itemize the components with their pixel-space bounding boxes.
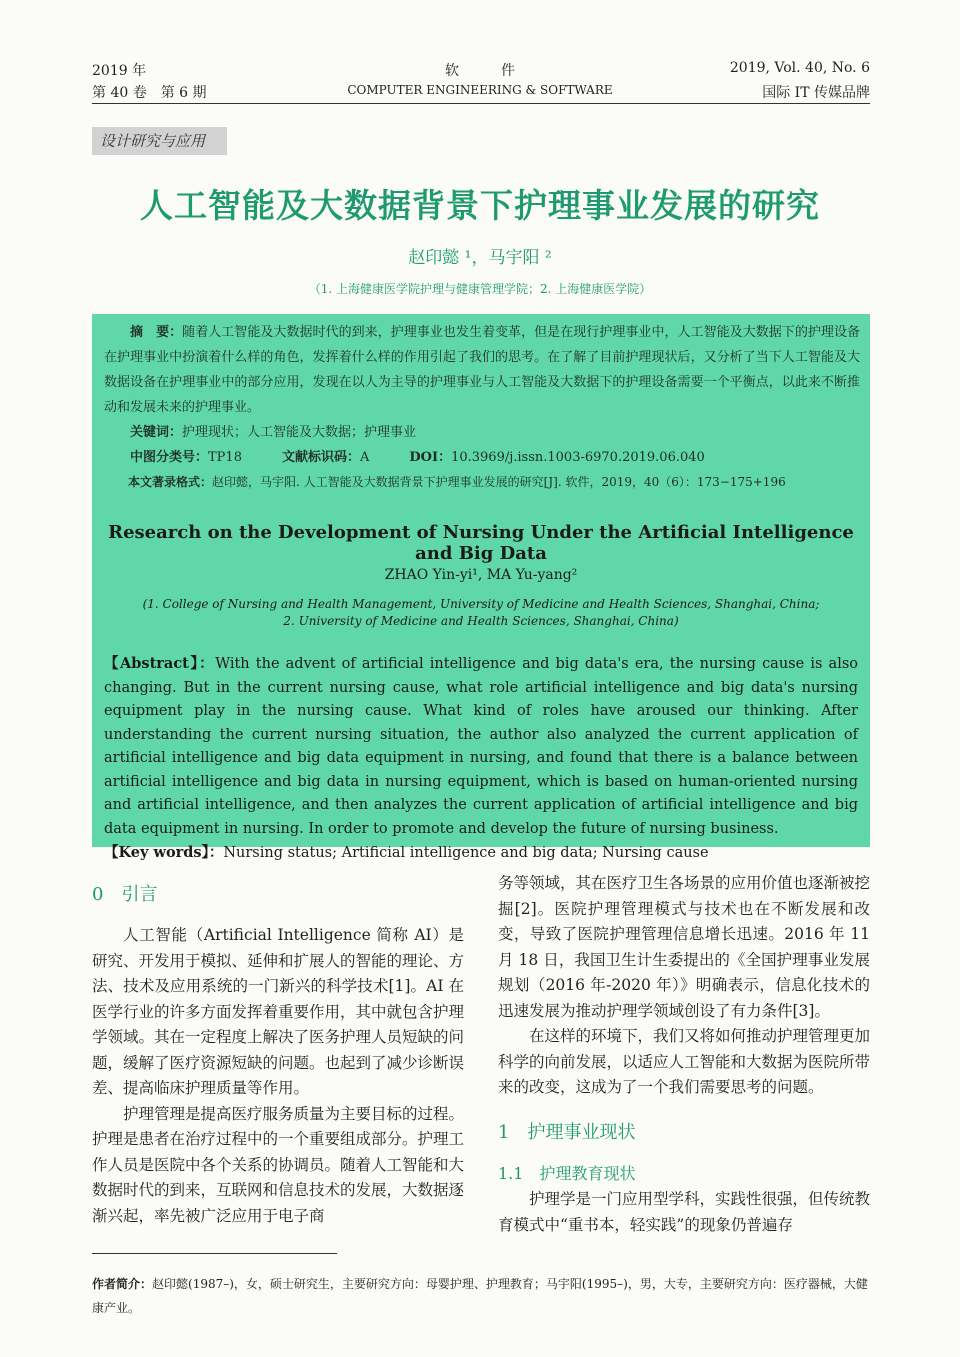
- abstract-cn-label: 摘 要：: [130, 325, 183, 340]
- english-affiliation-2: 2. University of Medicine and Health Sciences, Shanghai, China): [283, 614, 679, 628]
- citation-text: 赵印懿，马宇阳. 人工智能及大数据背景下护理事业发展的研究[J]. 软件，2019，40（6）：173−175+196: [212, 475, 786, 489]
- keywords-cn-label: 关键词：: [130, 425, 183, 440]
- affiliation-cn: （1. 上海健康医学院护理与健康管理学院；2. 上海健康医学院）: [308, 282, 652, 296]
- body-right-column: [498, 871, 870, 1101]
- citation-line: [104, 470, 860, 495]
- section-0-heading: 0 引言: [92, 884, 158, 905]
- body-paragraph-2: 护理管理是提高医疗服务质量为主要目标的过程。护理是患者在治疗过程中的一个重要组成部分。护理工作人员是医院中各个关系的协调员。随着人工智能和大数据时代的到来，互联网和信息技术的发展，大数据逐渐兴起，率先被广泛应用于电子商: [92, 1104, 465, 1225]
- section-1-heading: 1 护理事业现状: [498, 1122, 636, 1143]
- body-left-column: [92, 923, 464, 1229]
- english-affiliation-1: (1. College of Nursing and Health Management, University of Medicine and Health Sciences, Shanghai, China;: [142, 597, 820, 611]
- english-authors: ZHAO Yin-yi¹, MA Yu-yang²: [384, 567, 578, 583]
- header-rule: [92, 103, 870, 104]
- paper-authors: 赵印懿 ¹，马宇阳 ²: [408, 248, 552, 268]
- footnote-text: 赵印懿(1987–)，女，硕士研究生，主要研究方向：母婴护理、护理教育；马宇阳(1995–)，男，大专，主要研究方向：医疗器械，大健康产业。: [92, 1277, 868, 1315]
- doc-code-value: A: [360, 450, 370, 465]
- keywords-cn: [104, 420, 860, 445]
- paper-title: 人工智能及大数据背景下护理事业发展的研究: [140, 186, 820, 225]
- body-right-column-2: [498, 1187, 870, 1238]
- journal-cn: 软 件: [445, 63, 515, 79]
- body-paragraph-1: 人工智能（Artificial Intelligence 简称 AI）是研究、开发用于模拟、延伸和扩展人的智能的理论、方法、技术及应用系统的一门新兴的科学技术[1]。AI 在医学行业的许多方面发挥着重要作用，其中就包含护理学领域。其在一定程度上解决了医务护理人员短缺的问题，缓解了医疗资源短缺的问题。也起到了减少诊断误差、提高临床护理质量等作用。: [92, 926, 465, 1097]
- english-abstract-text: With the advent of artificial intelligence and big data's era, the nursing cause is also changing. But in the current nursing cause, what role artificial intelligence and big data's nursing equipment play in the nursing cause. What kind of roles have aroused our thinking. After understanding the current nursing situation, the author also analyzed the current application of artificial intelligence and big data equipment in nursing, and found that there is a balance between artificial intelligence and big data in nursing equipment, which is based on human-oriented nursing and artificial intelligence, and then analyzes the current application of artificial intelligence and big data equipment in nursing. In order to promote and develop the future of nursing business.: [104, 656, 858, 837]
- body-paragraph-5: 护理学是一门应用型学科，实践性很强，但传统教育模式中“重书本，轻实践”的现象仍普遍存: [498, 1190, 871, 1234]
- english-title: Research on the Development of Nursing Under the Artificial Intelligence and Big Data: [108, 522, 854, 564]
- header-volume: 2019, Vol. 40, No. 6: [729, 60, 870, 76]
- abstract-cn-text: 随着人工智能及大数据时代的到来，护理事业也发生着变革，但是在现行护理事业中，人工智能及大数据下的护理设备在护理事业中扮演着什么样的角色，发挥着什么样的作用引起了我们的思考。在了解了目前护理现状后，又分析了当下人工智能及大数据设备在护理事业中的部分应用，发现在以人为主导的护理事业与人工智能及大数据下的护理设备需要一个平衡点，以此来不断推动和发展未来的护理事业。: [104, 325, 860, 415]
- subsection-1-1-heading: 1.1 护理教育现状: [498, 1164, 636, 1183]
- footnote-label: 作者简介：: [92, 1277, 153, 1291]
- header-issue: 第 40 卷 第 6 期: [92, 85, 207, 101]
- doc-code-label: 文献标识码：: [281, 450, 360, 465]
- abstract-cn: [104, 320, 860, 420]
- english-abstract-label: 【Abstract】：: [104, 655, 216, 672]
- keywords-cn-text: 护理现状；人工智能及大数据；护理事业: [182, 425, 417, 440]
- author-footnote: [92, 1272, 870, 1320]
- section-tag: 设计研究与应用: [92, 127, 227, 155]
- classification-line: [104, 445, 860, 470]
- english-keywords-label: 【Key words】：: [104, 844, 224, 861]
- english-abstract: [104, 652, 858, 866]
- doi-value: 10.3969/j.issn.1003-6970.2019.06.040: [451, 450, 705, 465]
- doi-label: DOI：: [409, 450, 452, 465]
- clc-label: 中图分类号：: [130, 450, 209, 465]
- header-brand: 国际 IT 传媒品牌: [762, 85, 870, 101]
- footnote-rule: [92, 1253, 337, 1254]
- citation-label: 本文著录格式：: [128, 475, 213, 489]
- header-year: 2019 年: [92, 63, 147, 79]
- body-paragraph-4: 在这样的环境下，我们又将如何推动护理管理更加科学的向前发展，以适应人工智能和大数据为医院所带来的改变，这成为了一个我们需要思考的问题。: [498, 1027, 871, 1096]
- body-paragraph-3: 务等领域，其在医疗卫生各场景的应用价值也逐渐被挖掘[2]。医院护理管理模式与技术也在不断发展和改变，导致了医院护理管理信息增长迅速。2016 年 11 月 18 日，我国卫生计生委提出的《全国护理事业发展规划（2016 年-2020 年）》明确表示，信息化技术的迅速发展为推动护理学领域创设了有力条件[3]。: [498, 874, 871, 1020]
- clc-value: TP18: [208, 450, 242, 465]
- journal-en: COMPUTER ENGINEERING & SOFTWARE: [347, 83, 613, 97]
- english-keywords-text: Nursing status; Artificial intelligence and big data; Nursing cause: [223, 845, 709, 861]
